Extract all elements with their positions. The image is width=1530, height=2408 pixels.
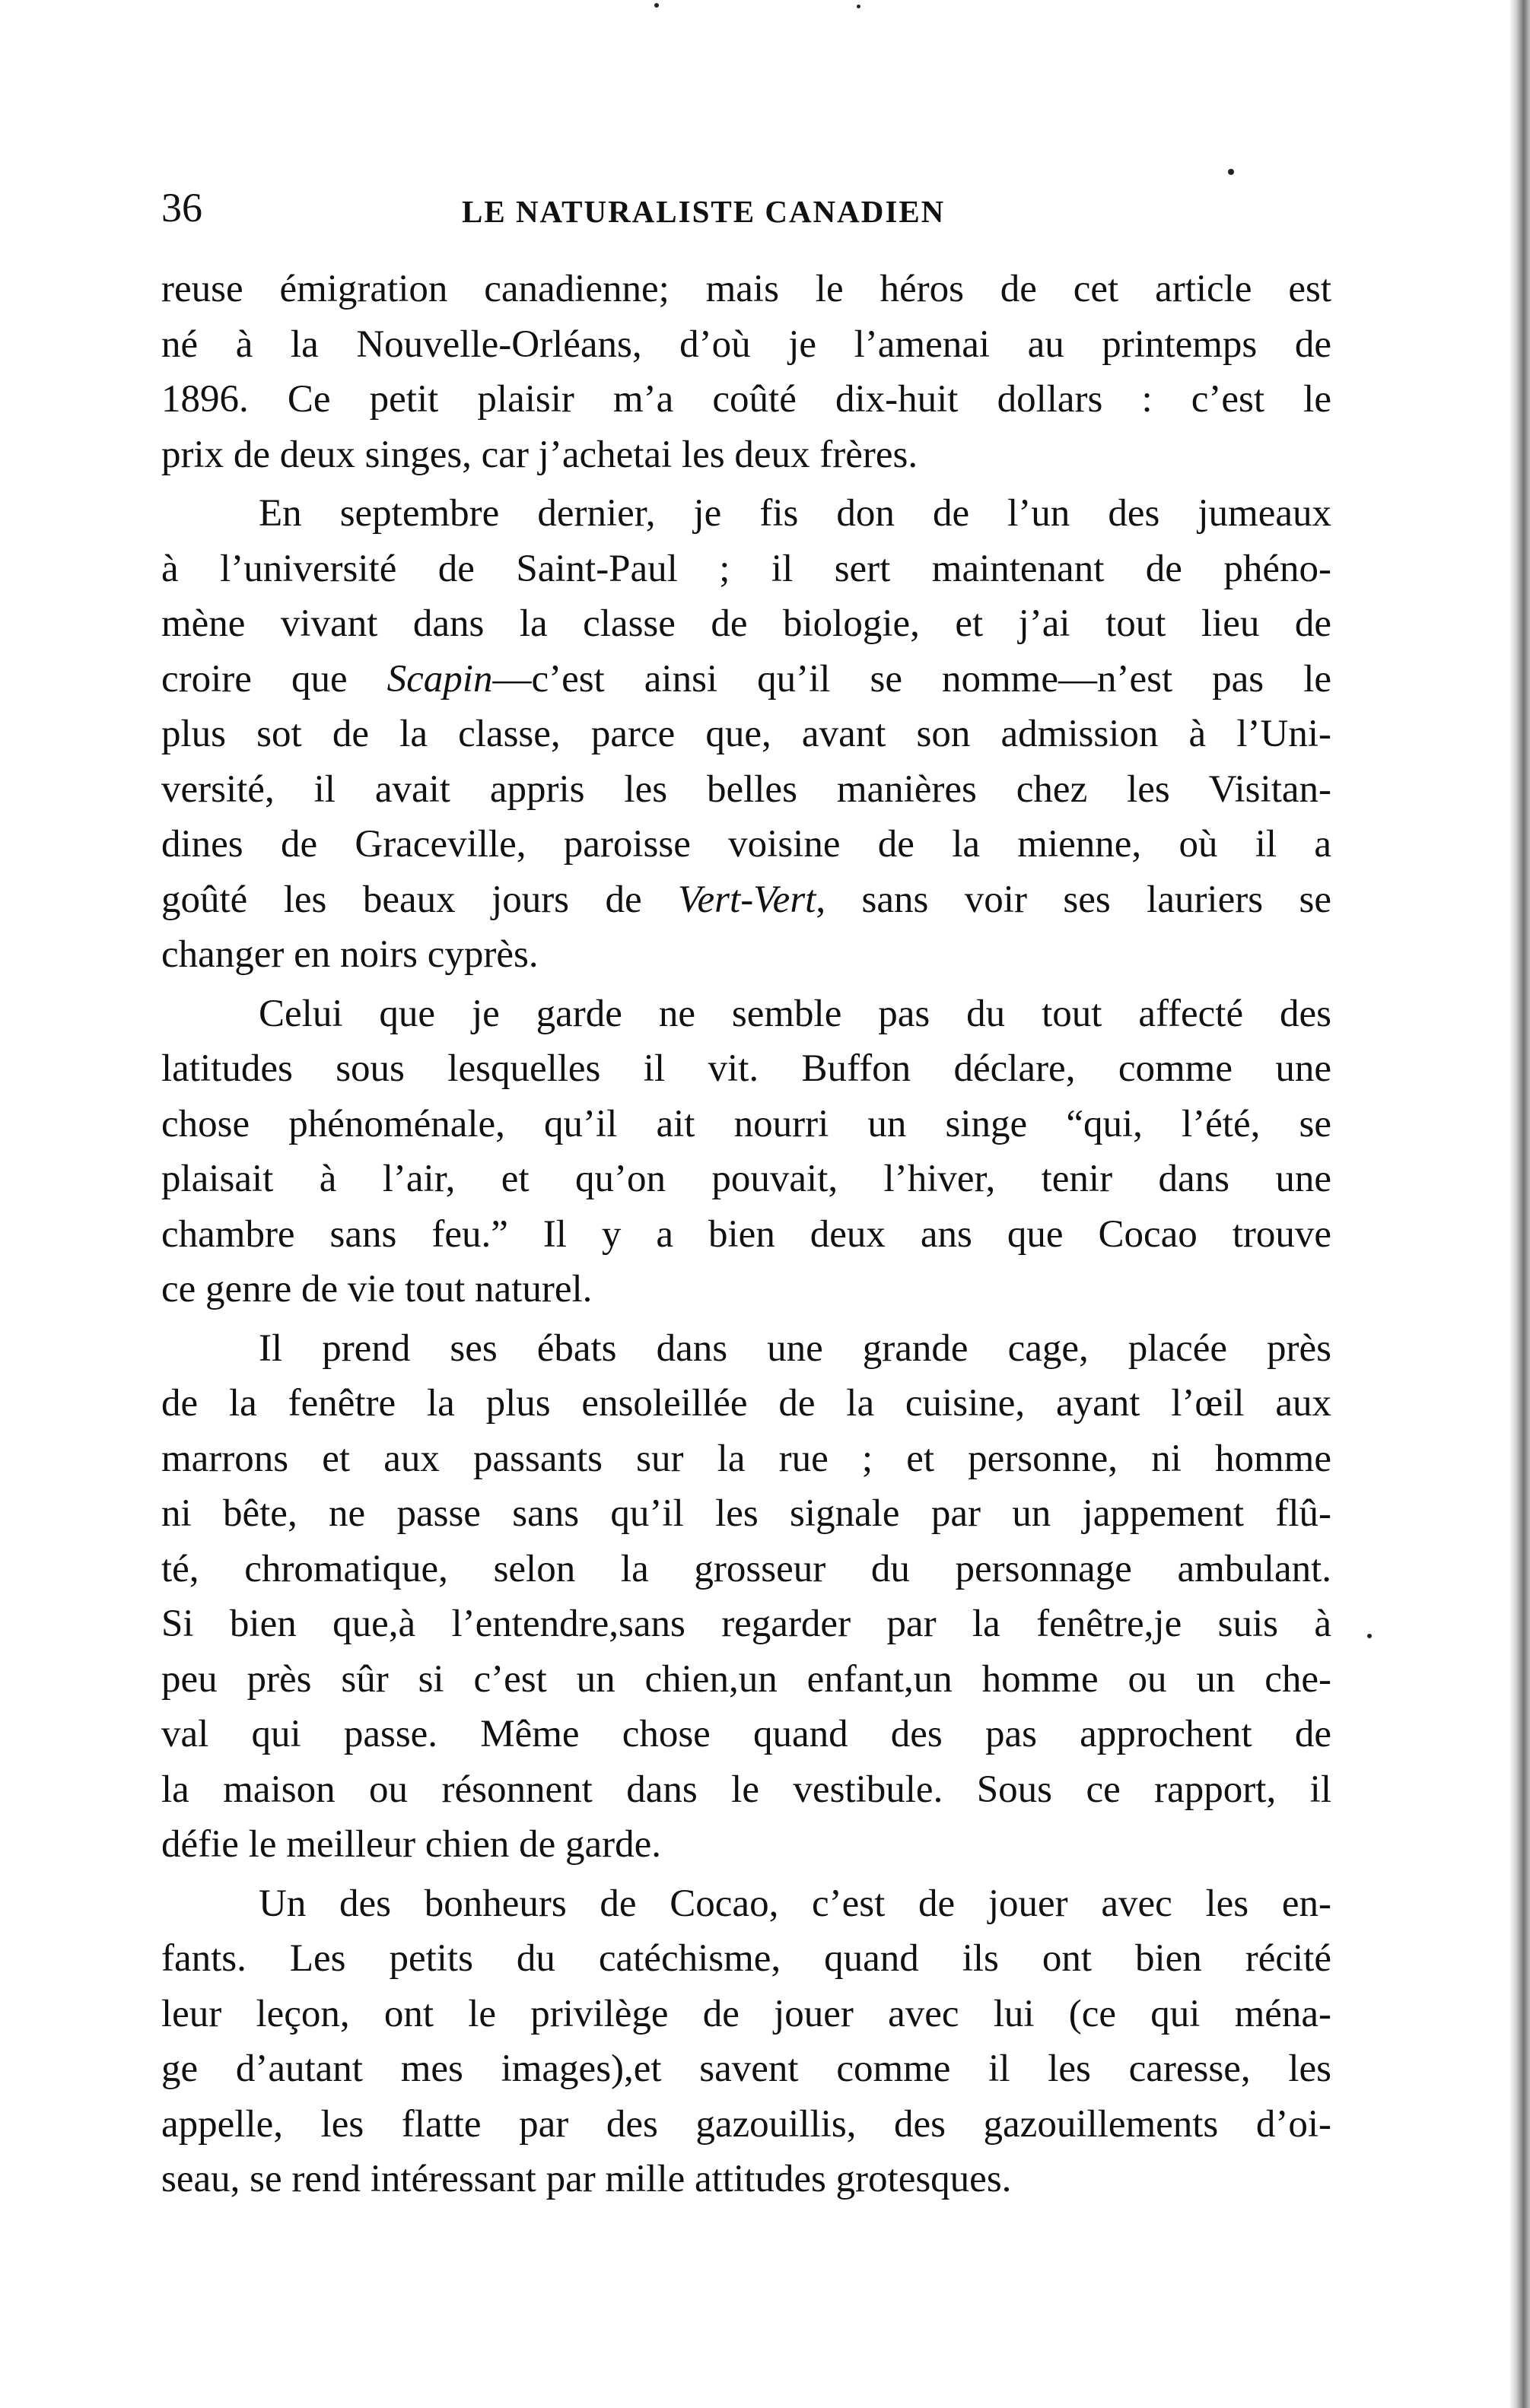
text-line: mène vivant dans la classe de biologie, et j’ai tout lieu de — [161, 602, 1331, 645]
paragraph — [161, 986, 1331, 1317]
text-line: reuse émigration canadienne; mais le héros de cet article est — [161, 268, 1331, 310]
text-line: goûté les beaux jours de Vert-Vert, sans voir ses lauriers se — [161, 878, 1331, 921]
paragraph — [161, 262, 1331, 482]
text-line: En septembre dernier, je fis don de l’un des jumeaux — [259, 492, 1331, 535]
text-line: té, chromatique, selon la grosseur du personnage ambulant. — [161, 1547, 1331, 1590]
text-line: val qui passe. Même chose quand des pas approchent de — [161, 1713, 1331, 1755]
text-line: de la fenêtre la plus ensoleillée de la cuisine, ayant l’œil aux — [161, 1382, 1331, 1425]
text-line: latitudes sous lesquelles il vit. Buffon déclare, comme une — [161, 1047, 1331, 1090]
running-title: LE NATURALISTE CANADIEN — [462, 194, 946, 229]
text-line: défie le meilleur chien de garde. — [161, 1823, 661, 1866]
text-line: changer en noirs cyprès. — [161, 933, 539, 976]
text-line: Un des bonheurs de Cocao, c’est de jouer avec les en- — [259, 1882, 1331, 1925]
text-line: chose phénoménale, qu’il ait nourri un singe “qui, l’été, se — [161, 1102, 1331, 1145]
text-line: chambre sans feu.” Il y a bien deux ans que Cocao trouve — [161, 1212, 1331, 1256]
text-line: prix de deux singes, car j’achetai les deux frères. — [161, 433, 918, 476]
text-line: appelle, les flatte par des gazouillis, des gazouillements d’oi- — [161, 2102, 1331, 2146]
text-line: seau, se rend intéressant par mille attitudes grotesques. — [161, 2158, 1012, 2200]
text-line: marrons et aux passants sur la rue ; et personne, ni homme — [161, 1437, 1331, 1480]
text-line: peu près sûr si c’est un chien,un enfant,un homme ou un che- — [161, 1657, 1331, 1701]
text-line: Celui que je garde ne semble pas du tout affecté des — [259, 992, 1331, 1035]
text-line: ge d’autant mes images),et savent comme il les caresse, les — [161, 2047, 1331, 2090]
body-text — [161, 262, 1331, 2211]
text-line: fants. Les petits du catéchisme, quand ils ont bien récité — [161, 1937, 1331, 1980]
scan-speck — [857, 5, 860, 8]
text-line: leur leçon, ont le privilège de jouer avec lui (ce qui ména- — [161, 1992, 1331, 2035]
paragraph — [161, 1876, 1331, 2207]
text-line: plus sot de la classe, parce que, avant son admission à l’Uni- — [161, 713, 1331, 755]
text-line: croire que Scapin—c’est ainsi qu’il se nomme—n’est pas le — [161, 657, 1331, 700]
paragraph — [161, 486, 1331, 983]
text-line: Si bien que,à l’entendre,sans regarder par la fenêtre,je suis à — [161, 1603, 1331, 1645]
scan-speck — [1367, 1634, 1372, 1638]
text-line: à l’université de Saint-Paul ; il sert maintenant de phéno- — [161, 547, 1331, 590]
paragraph — [161, 1321, 1331, 1873]
page-header — [161, 181, 1356, 234]
text-line: ni bête, ne passe sans qu’il les signale par un jappement flû- — [161, 1492, 1331, 1535]
text-line: né à la Nouvelle-Orléans, d’où je l’amenai au printemps de — [161, 322, 1331, 366]
page-number: 36 — [161, 185, 202, 230]
text-line: versité, il avait appris les belles manières chez les Visitan- — [161, 767, 1331, 811]
text-line: 1896. Ce petit plaisir m’a coûté dix-huit dollars : c’est le — [161, 378, 1331, 421]
text-line: ce genre de vie tout naturel. — [161, 1268, 593, 1310]
text-line: Il prend ses ébats dans une grande cage, placée près — [259, 1326, 1331, 1370]
scan-speck — [1228, 169, 1234, 175]
text-line: plaisait à l’air, et qu’on pouvait, l’hiver, tenir dans une — [161, 1158, 1331, 1200]
scan-speck — [654, 3, 659, 8]
text-line: dines de Graceville, paroisse voisine de la mienne, où il a — [161, 823, 1331, 866]
page-edge-shadow — [1509, 0, 1530, 2408]
text-line: la maison ou résonnent dans le vestibule. Sous ce rapport, il — [161, 1768, 1331, 1811]
